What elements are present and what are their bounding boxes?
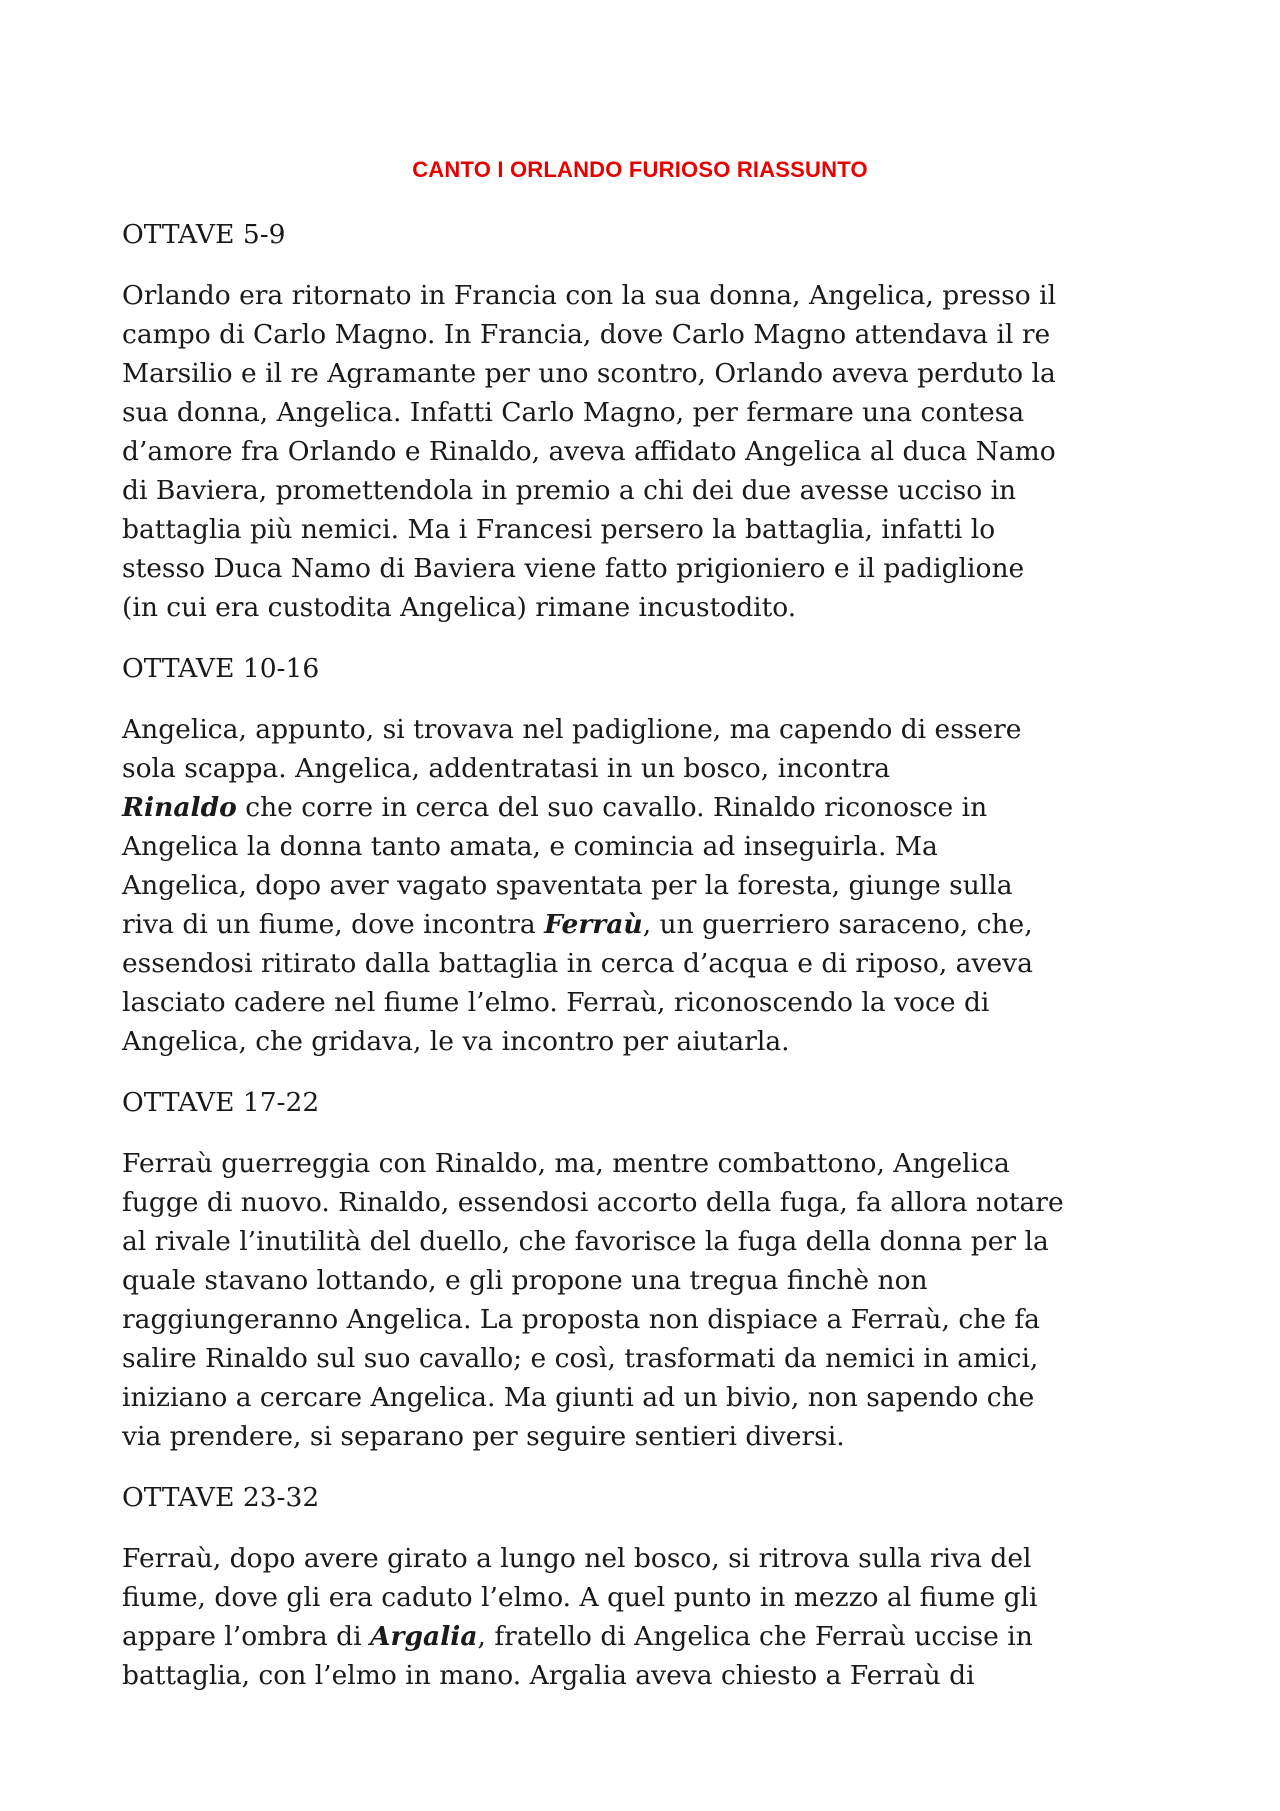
text-run: Angelica la donna tanto amata, e comincia ad inseguirla. Ma (122, 831, 938, 862)
text-run: Ferraù, dopo avere girato a lungo nel bosco, si ritrova sulla riva del (122, 1543, 1032, 1574)
text-line (122, 471, 1172, 510)
text-run: quale stavano lottando, e gli propone una tregua finchè non (122, 1265, 928, 1296)
text-run: salire Rinaldo sul suo cavallo; e così, trasformati da nemici in amici, (122, 1343, 1039, 1374)
text-line (122, 1022, 1172, 1061)
page-title: CANTO I ORLANDO FURIOSO RIASSUNTO (412, 157, 868, 182)
text-run: fiume, dove gli era caduto l’elmo. A quel punto in mezzo al fiume gli (122, 1582, 1038, 1613)
text-run: raggiungeranno Angelica. La proposta non dispiace a Ferraù, che fa (122, 1304, 1040, 1335)
text-run: battaglia, con l’elmo in mano. Argalia aveva chiesto a Ferraù di (122, 1660, 975, 1691)
section-heading: OTTAVE 17-22 (122, 1087, 320, 1118)
document-body (122, 215, 1172, 1717)
text-run: Angelica, appunto, si trovava nel padiglione, ma capendo di essere (122, 714, 1022, 745)
emphasized-name: Ferraù (544, 909, 643, 940)
text-run: di Baviera, promettendola in premio a chi dei due avesse ucciso in (122, 475, 1017, 506)
text-line (122, 788, 1172, 827)
section-paragraph (122, 1539, 1172, 1695)
text-line (122, 1417, 1172, 1456)
text-run: appare l’ombra di (122, 1621, 370, 1652)
section-heading: OTTAVE 5-9 (122, 219, 286, 250)
text-run: d’amore fra Orlando e Rinaldo, aveva affidato Angelica al duca Namo (122, 436, 1056, 467)
text-run: Angelica, che gridava, le va incontro per aiutarla. (122, 1026, 790, 1057)
text-run: via prendere, si separano per seguire sentieri diversi. (122, 1421, 845, 1452)
text-run: campo di Carlo Magno. In Francia, dove Carlo Magno attendava il re (122, 319, 1051, 350)
text-line (122, 315, 1172, 354)
text-run: essendosi ritirato dalla battaglia in cerca d’acqua e di riposo, aveva (122, 948, 1033, 979)
text-run: Angelica, dopo aver vagato spaventata per la foresta, giunge sulla (122, 870, 1013, 901)
text-run: fugge di nuovo. Rinaldo, essendosi accorto della fuga, fa allora notare (122, 1187, 1064, 1218)
text-line (122, 1656, 1172, 1695)
text-run: Marsilio e il re Agramante per uno scontro, Orlando aveva perduto la (122, 358, 1056, 389)
text-run: sua donna, Angelica. Infatti Carlo Magno, per fermare una contesa (122, 397, 1025, 428)
section-paragraph (122, 276, 1172, 627)
text-run: riva di un fiume, dove incontra (122, 909, 545, 940)
text-line (122, 905, 1172, 944)
section-heading: OTTAVE 23-32 (122, 1482, 320, 1513)
section-paragraph (122, 1144, 1172, 1456)
text-line (122, 354, 1172, 393)
text-line (122, 276, 1172, 315)
text-run: sola scappa. Angelica, addentratasi in un bosco, incontra (122, 753, 891, 784)
emphasized-name: Rinaldo (122, 792, 237, 823)
text-line (122, 549, 1172, 588)
text-line (122, 1183, 1172, 1222)
text-run: al rivale l’inutilità del duello, che favorisce la fuga della donna per la (122, 1226, 1049, 1257)
text-line (122, 1261, 1172, 1300)
text-run: (in cui era custodita Angelica) rimane incustodito. (122, 592, 797, 623)
text-line (122, 1300, 1172, 1339)
text-line (122, 1222, 1172, 1261)
text-line (122, 749, 1172, 788)
emphasized-name: Argalia (370, 1621, 478, 1652)
text-line (122, 944, 1172, 983)
text-line (122, 1617, 1172, 1656)
text-line (122, 432, 1172, 471)
text-line (122, 1378, 1172, 1417)
text-run: , fratello di Angelica che Ferraù uccise in (477, 1621, 1033, 1652)
text-line (122, 588, 1172, 627)
text-line (122, 1578, 1172, 1617)
text-line (122, 393, 1172, 432)
text-line (122, 866, 1172, 905)
text-run: che corre in cerca del suo cavallo. Rinaldo riconosce in (236, 792, 988, 823)
text-line (122, 710, 1172, 749)
text-run: iniziano a cercare Angelica. Ma giunti ad un bivio, non sapendo che (122, 1382, 1035, 1413)
text-line (122, 1339, 1172, 1378)
text-run: battaglia più nemici. Ma i Francesi persero la battaglia, infatti lo (122, 514, 996, 545)
text-run: Ferraù guerreggia con Rinaldo, ma, mentre combattono, Angelica (122, 1148, 1010, 1179)
text-run: stesso Duca Namo di Baviera viene fatto prigioniero e il padiglione (122, 553, 1025, 584)
text-line (122, 827, 1172, 866)
text-line (122, 510, 1172, 549)
section-heading: OTTAVE 10-16 (122, 653, 320, 684)
section-paragraph (122, 710, 1172, 1061)
text-line (122, 1144, 1172, 1183)
text-run: , un guerriero saraceno, che, (642, 909, 1033, 940)
text-line (122, 983, 1172, 1022)
text-run: lasciato cadere nel fiume l’elmo. Ferraù, riconoscendo la voce di (122, 987, 990, 1018)
text-line (122, 1539, 1172, 1578)
text-run: Orlando era ritornato in Francia con la sua donna, Angelica, presso il (122, 280, 1057, 311)
